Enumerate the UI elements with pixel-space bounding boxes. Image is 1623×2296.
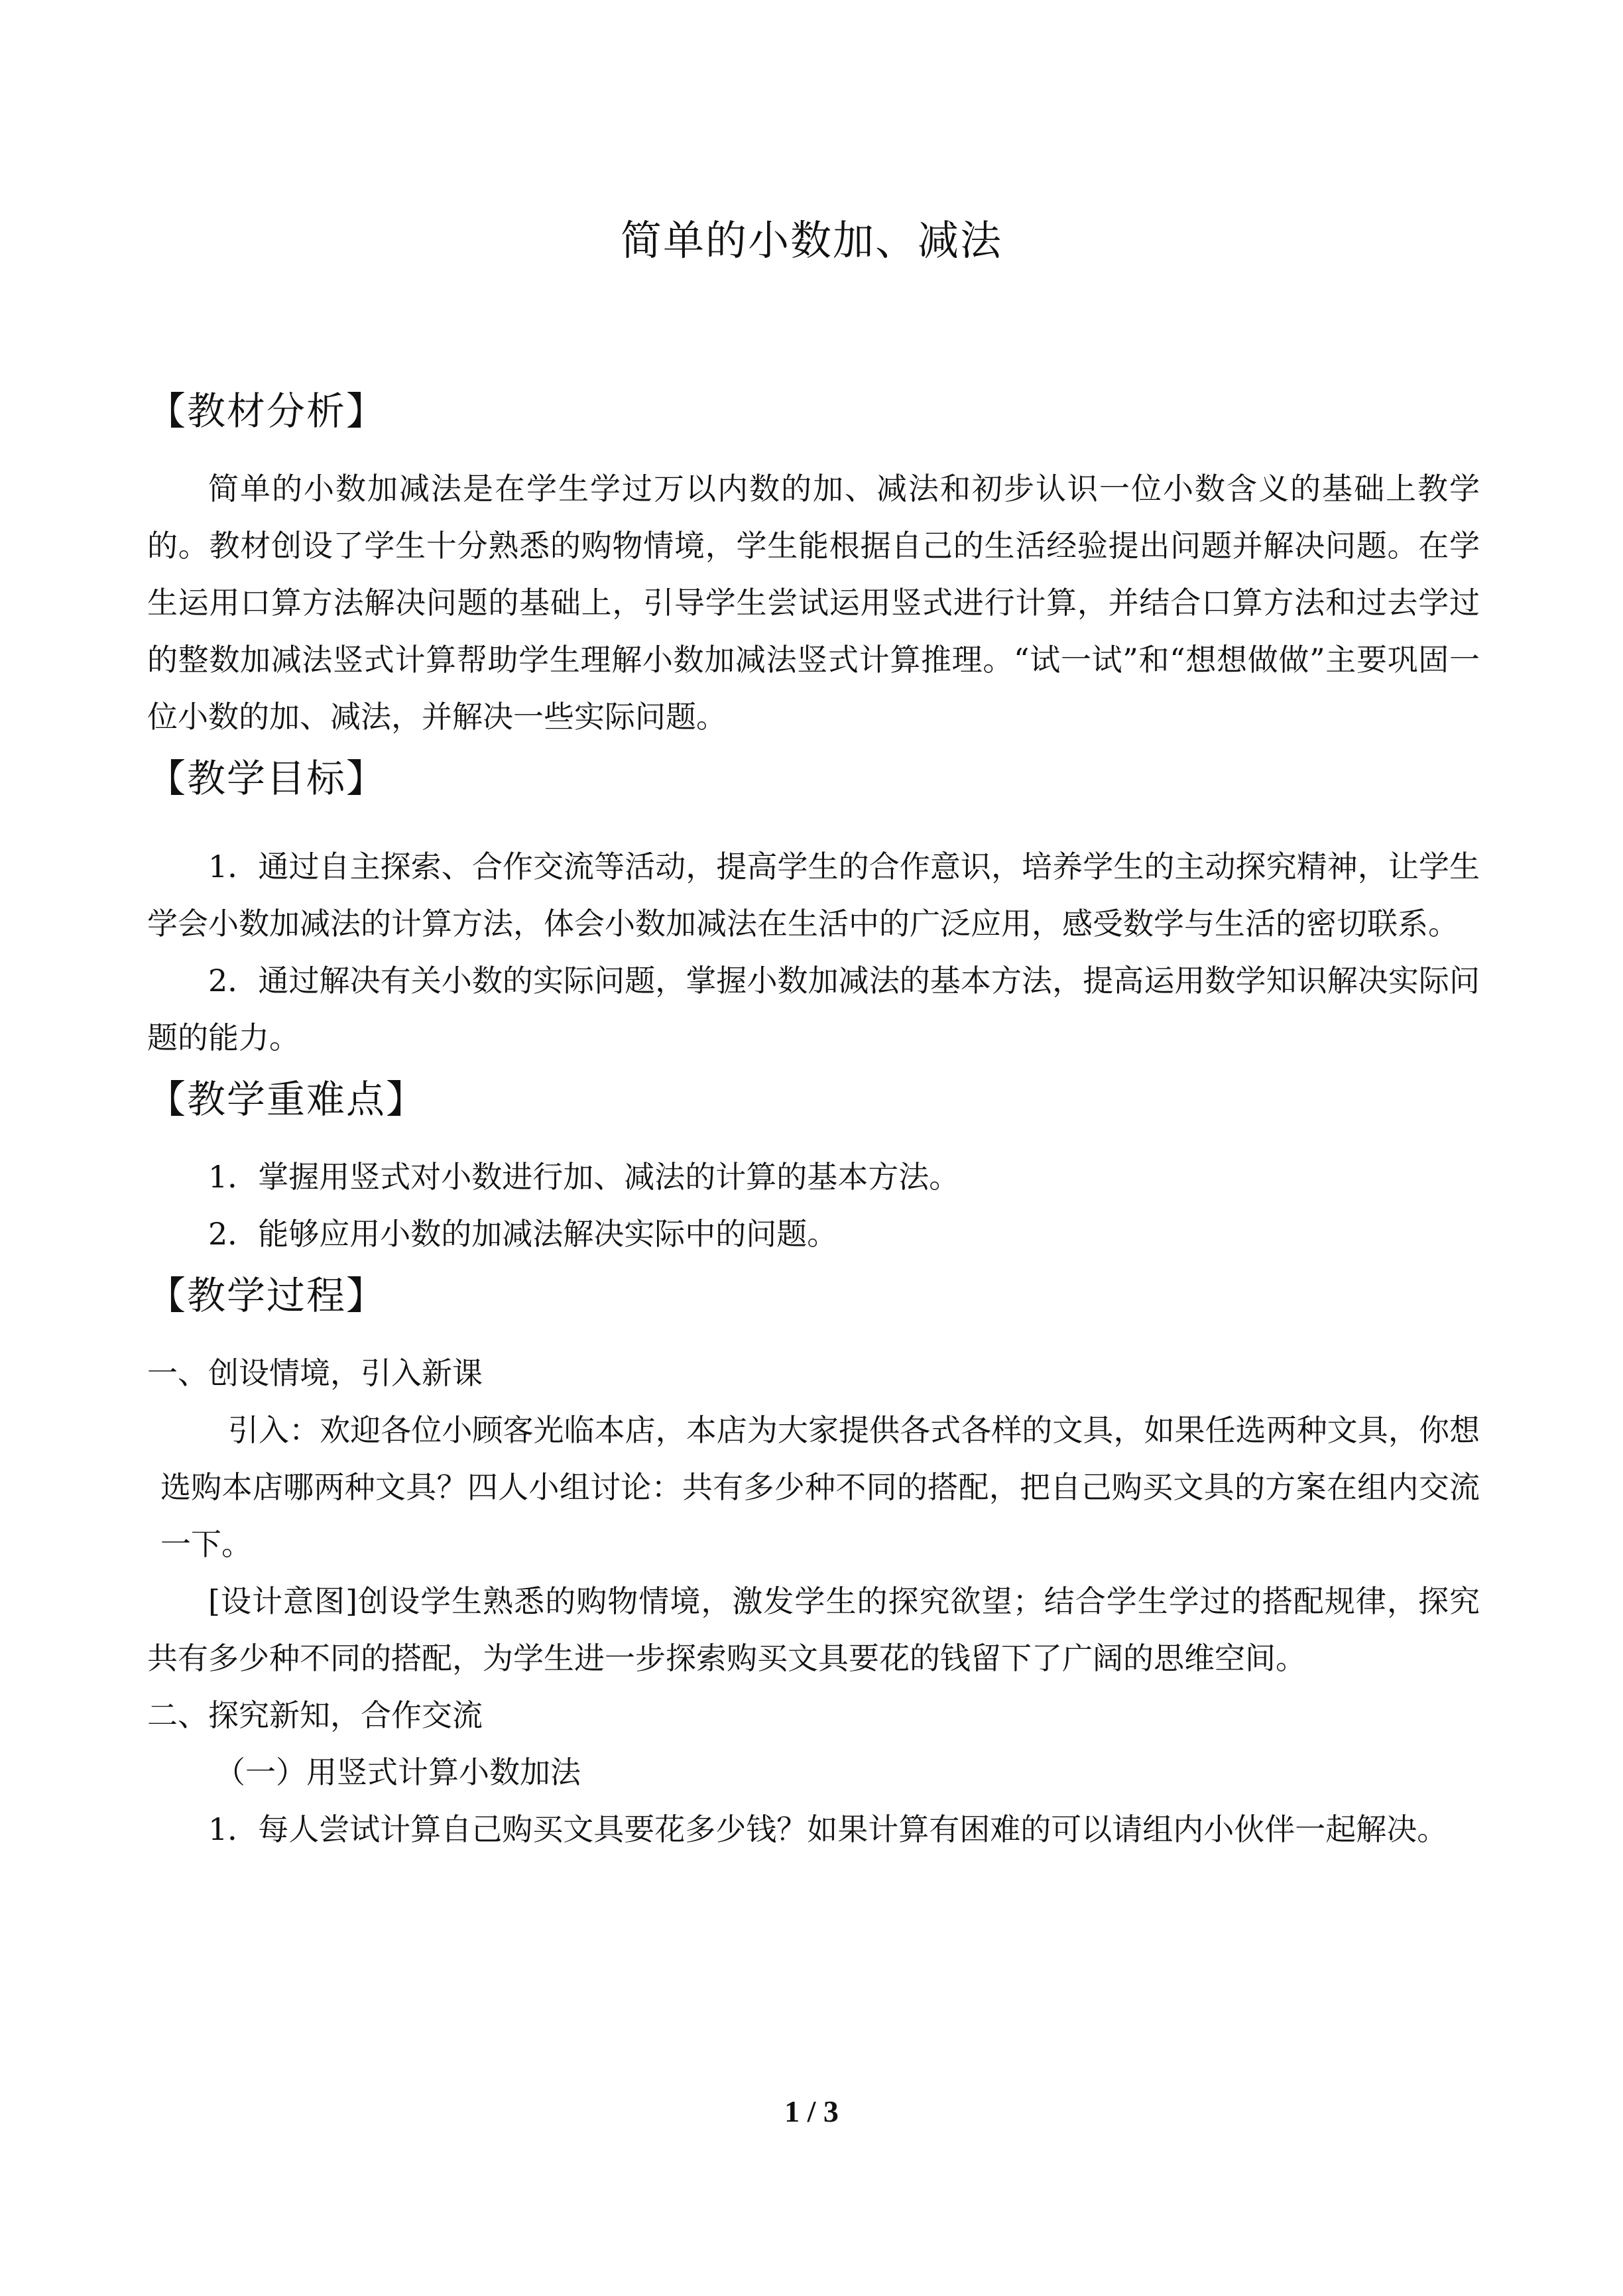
goals-item-1: 1．通过自主探索、合作交流等活动，提高学生的合作意识，培养学生的主动探究精神，让学生学会小数加减法的计算方法，体会小数加减法在生活中的广泛应用，感受数学与生活的密切联系。 <box>147 849 1480 941</box>
document-body <box>147 378 1480 1858</box>
section-heading-keypoints: 【教学重难点】 <box>147 1077 426 1122</box>
section-heading-goals: 【教学目标】 <box>147 756 387 801</box>
section-heading-process: 【教学过程】 <box>147 1273 387 1318</box>
keypoints-item-2: 2．能够应用小数的加减法解决实际中的问题。 <box>208 1216 838 1252</box>
process-design-intent: [设计意图]创设学生熟悉的购物情境，激发学生的探究欲望；结合学生学过的搭配规律，探究共有多少种不同的搭配，为学生进一步探索购买文具要花的钱留下了广阔的思维空间。 <box>147 1583 1480 1676</box>
process-subsection-2a: （一）用竖式计算小数加法 <box>215 1754 581 1790</box>
process-step-1: 1．每人尝试计算自己购买文具要花多少钱？如果计算有困难的可以请组内小伙伴一起解决。 <box>208 1811 1448 1847</box>
process-subsection-1: 一、创设情境，引入新课 <box>147 1355 483 1391</box>
keypoints-item-1: 1．掌握用竖式对小数进行加、减法的计算的基本方法。 <box>208 1159 960 1195</box>
section-heading-analysis: 【教材分析】 <box>147 389 387 434</box>
page-title: 简单的小数加、减法 <box>620 216 1002 265</box>
process-subsection-2: 二、探究新知，合作交流 <box>147 1697 483 1733</box>
analysis-paragraph: 简单的小数加减法是在学生学过万以内数的加、减法和初步认识一位小数含义的基础上教学的。教材创设了学生十分熟悉的购物情境，学生能根据自己的生活经验提出问题并解决问题。在学生运用口算方法解决问题的基础上，引导学生尝试运用竖式进行计算，并结合口算方法和过去学过的整数加减法竖式计算帮助学生理解小数加减法竖式计算推理。“试一试”和“想想做做”主要巩固一位小数的加、减法，并解决一些实际问题。 <box>147 471 1480 735</box>
process-intro-paragraph: 引入：欢迎各位小顾客光临本店，本店为大家提供各式各样的文具，如果任选两种文具，你想选购本店哪两种文具？四人小组讨论：共有多少种不同的搭配，把自己购买文具的方案在组内交流一下。 <box>160 1412 1480 1562</box>
goals-item-2: 2．通过解决有关小数的实际问题，掌握小数加减法的基本方法，提高运用数学知识解决实际问题的能力。 <box>147 963 1480 1056</box>
page-number: 1 / 3 <box>784 2094 839 2128</box>
